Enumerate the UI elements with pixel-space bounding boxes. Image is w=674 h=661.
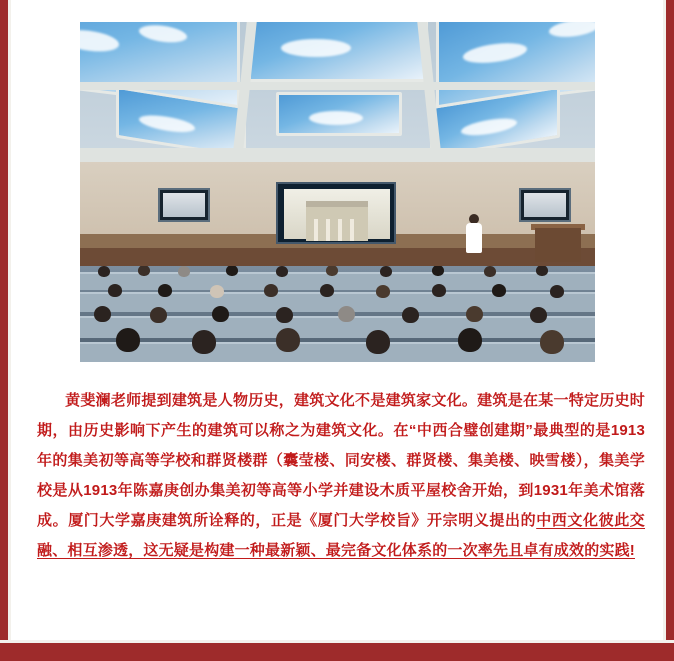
audience-head xyxy=(458,328,482,352)
presenter-body xyxy=(466,223,482,253)
seat-row xyxy=(80,342,595,362)
seat-row xyxy=(80,272,595,290)
audience-head xyxy=(98,266,110,277)
article-paragraph xyxy=(37,386,645,566)
photo-scene xyxy=(80,22,595,362)
sky-panel xyxy=(276,92,402,136)
ceiling-beam xyxy=(80,82,595,90)
slide-building-illustration xyxy=(306,201,368,241)
audience-head xyxy=(158,284,172,297)
audience-head xyxy=(150,307,167,323)
cloud-shape xyxy=(281,39,351,57)
audience-head xyxy=(530,307,547,323)
audience-head xyxy=(210,285,224,298)
side-display-right-image xyxy=(524,193,566,217)
audience-head xyxy=(192,330,216,354)
audience-head xyxy=(276,307,293,323)
cloud-shape xyxy=(80,27,119,54)
audience-head xyxy=(376,285,390,298)
audience-head xyxy=(108,284,122,297)
presenter-figure xyxy=(465,214,483,258)
bottom-border-band xyxy=(0,643,674,661)
cloud-shape xyxy=(139,23,187,45)
paragraph-text-segment: 黄斐澜老师提到建筑是人物历史，建筑文化不是建筑家文化。建筑是在某一特定历史时期，由历史影响下产生的建筑可以称之为建筑文化。在“中西合璧创建期”最典型的是1913年的集美初等高等学校和群贤楼群（囊莹楼、同安楼、群贤楼、集美楼、映雪楼），集美学校是从1913年陈嘉庚创办集美初等高等小学并建设木质平屋校舍开始，到1931年美术馆落成。厦门大学嘉庚建筑所诠释的，正是《厦门大学校旨》开宗明义提出的 xyxy=(37,392,645,529)
audience-area xyxy=(80,266,595,362)
document-content xyxy=(11,0,663,566)
audience-head xyxy=(338,306,355,322)
audience-head xyxy=(138,266,150,276)
audience-head xyxy=(432,284,446,297)
projection-screen xyxy=(276,182,396,244)
cloud-shape xyxy=(549,22,595,39)
audience-head xyxy=(366,330,390,354)
audience-head xyxy=(380,266,392,277)
audience-head xyxy=(402,307,419,323)
cloud-shape xyxy=(461,116,517,139)
paragraph-underlined-segment: 中西文化彼此交融、相互渗透，这无疑是构建一种最新颖、最完备文化体系的一次率先且卓有成效的实践! xyxy=(37,512,646,559)
audience-head xyxy=(264,284,278,297)
audience-head xyxy=(550,285,564,298)
slide-content xyxy=(284,189,390,239)
audience-head xyxy=(212,306,229,322)
lecture-hall-photo xyxy=(80,22,595,362)
cloud-shape xyxy=(463,40,527,66)
podium xyxy=(535,228,581,262)
audience-head xyxy=(492,284,506,297)
audience-head xyxy=(466,306,483,322)
audience-head xyxy=(536,266,548,276)
right-border-band xyxy=(666,0,674,661)
cloud-shape xyxy=(139,112,195,135)
slide-column xyxy=(350,219,354,241)
left-border-band xyxy=(0,0,8,661)
side-display-left-image xyxy=(163,193,205,217)
slide-column xyxy=(326,219,330,241)
right-border-inner-line xyxy=(663,0,666,661)
side-display-right xyxy=(519,188,571,222)
audience-head xyxy=(484,266,496,277)
audience-head xyxy=(94,306,111,322)
slide-column xyxy=(338,219,342,241)
audience-head xyxy=(432,266,444,276)
audience-head xyxy=(116,328,140,352)
audience-head xyxy=(276,328,300,352)
audience-head xyxy=(320,284,334,297)
audience-head xyxy=(276,266,288,277)
cloud-shape xyxy=(309,111,363,125)
audience-head xyxy=(326,266,338,276)
audience-head xyxy=(178,266,190,277)
audience-head xyxy=(540,330,564,354)
slide-column xyxy=(314,219,318,241)
ceiling-beam xyxy=(80,148,595,162)
audience-head xyxy=(226,266,238,276)
ceiling-with-sky-panels xyxy=(80,22,595,168)
sky-panel xyxy=(248,22,428,82)
side-display-left xyxy=(158,188,210,222)
